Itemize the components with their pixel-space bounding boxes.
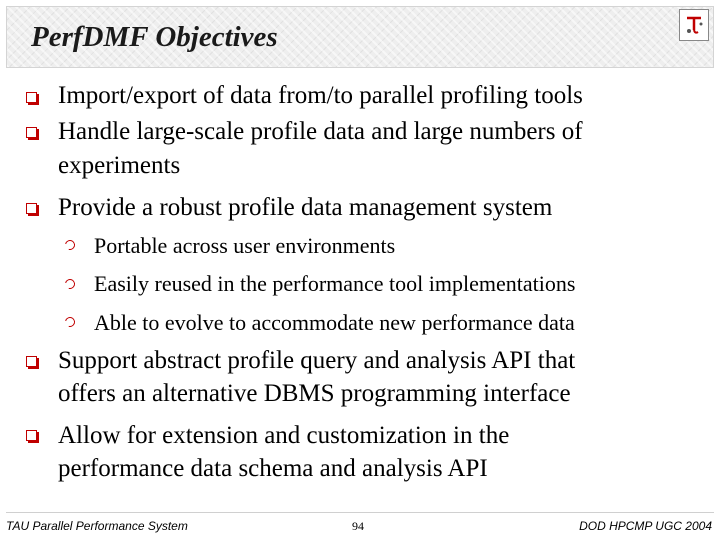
slide-title: PerfDMF Objectives <box>31 21 278 53</box>
square-bullet-icon <box>26 203 37 214</box>
title-bar <box>6 6 714 68</box>
square-bullet-icon <box>26 127 37 138</box>
sub-bullet-text: Able to evolve to accommodate new performance data <box>94 310 575 335</box>
bullet-text: Handle large-scale profile data and large numbers of <box>58 118 583 145</box>
sub-bullet-text: Portable across user environments <box>94 233 396 258</box>
square-bullet-icon <box>26 92 37 103</box>
footer-right-text: DOD HPCMP UGC 2004 <box>579 519 712 533</box>
bullet-text-continuation: offers an alternative DBMS programming interface <box>58 380 571 407</box>
circle-bullet-icon <box>63 277 77 291</box>
bullet-text: Allow for extension and customization in the <box>58 422 510 449</box>
circle-bullet-icon <box>63 315 77 329</box>
square-bullet-icon <box>26 430 37 441</box>
circle-bullet-icon <box>63 238 77 252</box>
square-bullet-icon <box>26 356 37 367</box>
bullet-text: Support abstract profile query and analysis API that <box>58 347 576 374</box>
tau-logo-icon <box>679 9 709 41</box>
bullet-text: Provide a robust profile data management system <box>58 194 553 221</box>
footer-left-text: TAU Parallel Performance System <box>6 519 188 533</box>
bullet-text: Import/export of data from/to parallel profiling tools <box>58 82 583 109</box>
sub-bullet-text: Easily reused in the performance tool implementations <box>94 271 576 296</box>
page-number: 94 <box>352 519 364 533</box>
bullet-text-continuation: experiments <box>58 152 181 179</box>
footer-divider <box>6 512 714 513</box>
bullet-text-continuation: performance data schema and analysis API <box>58 455 488 482</box>
